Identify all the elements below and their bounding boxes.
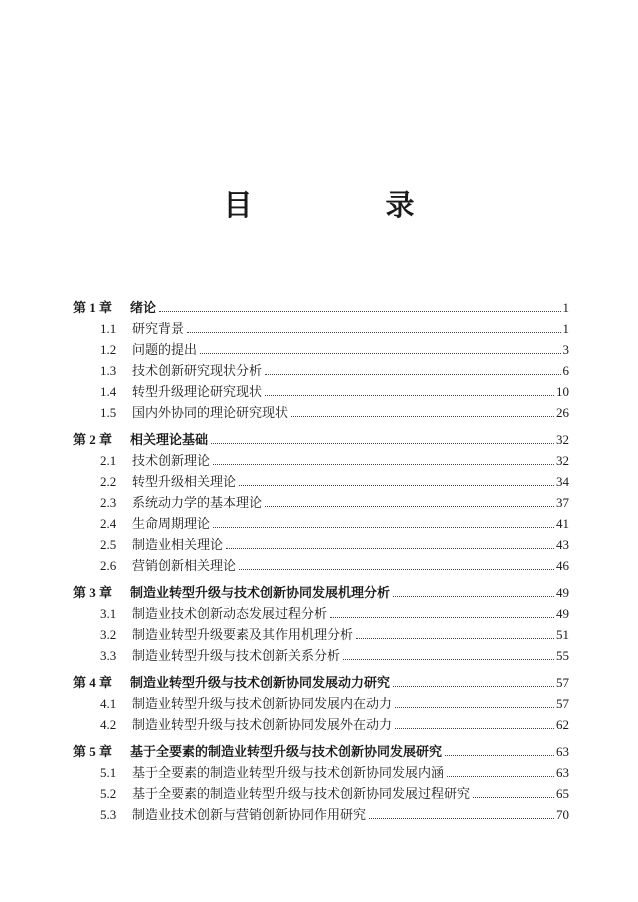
section-entry-label: 生命周期理论 (132, 516, 211, 531)
dot-leader (447, 775, 554, 777)
section-entry-page-number: 3 (562, 342, 569, 357)
chapter-entry-page-number: 57 (556, 675, 569, 690)
section-entry-number: 1.3 (100, 363, 117, 378)
section-entry-page-number: 41 (556, 516, 569, 531)
section-entry-number: 1.2 (100, 342, 117, 357)
chapter-entry-page-number: 63 (556, 744, 569, 759)
section-entry-number: 5.2 (100, 786, 117, 801)
dot-leader (356, 637, 554, 639)
section-entry-page-number: 49 (556, 606, 569, 621)
section-entry-number: 3.2 (100, 627, 117, 642)
section-entry[interactable] (73, 555, 569, 576)
section-entry[interactable] (73, 471, 569, 492)
section-entry-label: 制造业转型升级要素及其作用机理分析 (132, 627, 354, 642)
section-entry-page-number: 32 (556, 453, 569, 468)
section-entry-page-number: 70 (556, 807, 569, 822)
dot-leader (369, 817, 554, 819)
section-entry[interactable] (73, 381, 569, 402)
section-entry-label: 问题的提出 (132, 342, 198, 357)
chapter-entry-label: 基于全要素的制造业转型升级与技术创新协同发展研究 (130, 744, 443, 759)
dot-leader (213, 526, 554, 528)
section-entry-page-number: 57 (556, 696, 569, 711)
chapter-entry-number: 第 1 章 (73, 300, 113, 315)
section-entry-page-number: 46 (556, 558, 569, 573)
section-entry-label: 技术创新理论 (132, 453, 211, 468)
chapter-entry-label: 相关理论基础 (130, 432, 209, 447)
section-entry-label: 基于全要素的制造业转型升级与技术创新协同发展内涵 (132, 765, 445, 780)
chapter-entry-number: 第 3 章 (73, 585, 113, 600)
chapter-entry[interactable] (73, 297, 569, 318)
section-entry-label: 制造业技术创新与营销创新协同作用研究 (132, 807, 367, 822)
chapter-entry-number: 第 5 章 (73, 744, 113, 759)
section-entry-label: 制造业转型升级与技术创新协同发展外在动力 (132, 717, 393, 732)
section-entry[interactable] (73, 804, 569, 825)
section-entry-label: 转型升级相关理论 (132, 474, 237, 489)
section-entry-label: 制造业相关理论 (132, 537, 224, 552)
section-entry-number: 5.1 (100, 765, 117, 780)
section-entry-label: 制造业转型升级与技术创新关系分析 (132, 648, 341, 663)
section-entry[interactable] (73, 783, 569, 804)
chapter-entry-page-number: 1 (562, 300, 569, 315)
dot-leader (239, 484, 554, 486)
chapter-entry-page-number: 32 (556, 432, 569, 447)
dot-leader (187, 331, 560, 333)
section-entry-label: 转型升级理论研究现状 (132, 384, 263, 399)
section-entry-number: 4.1 (100, 696, 117, 711)
section-entry-label: 基于全要素的制造业转型升级与技术创新协同发展过程研究 (132, 786, 471, 801)
section-entry-label: 制造业技术创新动态发展过程分析 (132, 606, 328, 621)
section-entry-page-number: 55 (556, 648, 569, 663)
chapter-entry[interactable] (73, 741, 569, 762)
section-entry-number: 1.4 (100, 384, 117, 399)
chapter-entry-label: 制造业转型升级与技术创新协同发展动力研究 (130, 675, 391, 690)
section-entry[interactable] (73, 492, 569, 513)
dot-leader (159, 310, 560, 312)
page-title: 目 录 (223, 190, 467, 222)
section-entry[interactable] (73, 534, 569, 555)
dot-leader (265, 373, 560, 375)
dot-leader (265, 505, 554, 507)
section-entry-label: 国内外协同的理论研究现状 (132, 405, 289, 420)
dot-leader (473, 796, 554, 798)
dot-leader (393, 685, 554, 687)
dot-leader (291, 415, 554, 417)
section-entry-page-number: 1 (562, 321, 569, 336)
section-entry[interactable] (73, 645, 569, 666)
section-entry[interactable] (73, 318, 569, 339)
chapter-entry-label: 制造业转型升级与技术创新协同发展机理分析 (130, 585, 391, 600)
section-entry[interactable] (73, 624, 569, 645)
dot-leader (395, 706, 554, 708)
dot-leader (265, 394, 554, 396)
chapter-entry[interactable] (73, 429, 569, 450)
chapter-entry[interactable] (73, 582, 569, 603)
section-entry-number: 1.5 (100, 405, 117, 420)
chapter-entry[interactable] (73, 672, 569, 693)
chapter-entry-number: 第 4 章 (73, 675, 113, 690)
table-of-contents (73, 297, 569, 825)
section-entry-number: 2.2 (100, 474, 117, 489)
section-entry[interactable] (73, 339, 569, 360)
section-entry[interactable] (73, 360, 569, 381)
section-entry-number: 3.3 (100, 648, 117, 663)
section-entry-page-number: 37 (556, 495, 569, 510)
dot-leader (393, 595, 554, 597)
dot-leader (200, 352, 560, 354)
section-entry-number: 2.3 (100, 495, 117, 510)
section-entry-label: 研究背景 (132, 321, 185, 336)
section-entry-page-number: 51 (556, 627, 569, 642)
section-entry-label: 技术创新研究现状分析 (132, 363, 263, 378)
section-entry-label: 制造业转型升级与技术创新协同发展内在动力 (132, 696, 393, 711)
section-entry-number: 3.1 (100, 606, 117, 621)
chapter-entry-label: 绪论 (130, 300, 157, 315)
section-entry-number: 2.4 (100, 516, 117, 531)
section-entry-page-number: 10 (556, 384, 569, 399)
section-entry-page-number: 34 (556, 474, 569, 489)
section-entry[interactable] (73, 714, 569, 735)
section-entry-page-number: 43 (556, 537, 569, 552)
dot-leader (239, 568, 554, 570)
dot-leader (330, 616, 554, 618)
section-entry-number: 5.3 (100, 807, 117, 822)
section-entry-number: 2.5 (100, 537, 117, 552)
section-entry-label: 营销创新相关理论 (132, 558, 237, 573)
section-entry-number: 1.1 (100, 321, 117, 336)
dot-leader (395, 727, 554, 729)
chapter-entry-number: 第 2 章 (73, 432, 113, 447)
dot-leader (343, 658, 554, 660)
chapter-entry-page-number: 49 (556, 585, 569, 600)
section-entry-page-number: 65 (556, 786, 569, 801)
section-entry-label: 系统动力学的基本理论 (132, 495, 263, 510)
dot-leader (211, 442, 554, 444)
section-entry[interactable] (73, 402, 569, 423)
section-entry[interactable] (73, 762, 569, 783)
section-entry[interactable] (73, 693, 569, 714)
section-entry[interactable] (73, 450, 569, 471)
section-entry-page-number: 63 (556, 765, 569, 780)
section-entry-page-number: 26 (556, 405, 569, 420)
dot-leader (445, 754, 554, 756)
section-entry-number: 4.2 (100, 717, 117, 732)
dot-leader (226, 547, 554, 549)
section-entry-page-number: 6 (562, 363, 569, 378)
section-entry-number: 2.1 (100, 453, 117, 468)
section-entry[interactable] (73, 603, 569, 624)
section-entry-number: 2.6 (100, 558, 117, 573)
dot-leader (213, 463, 554, 465)
section-entry-page-number: 62 (556, 717, 569, 732)
section-entry[interactable] (73, 513, 569, 534)
